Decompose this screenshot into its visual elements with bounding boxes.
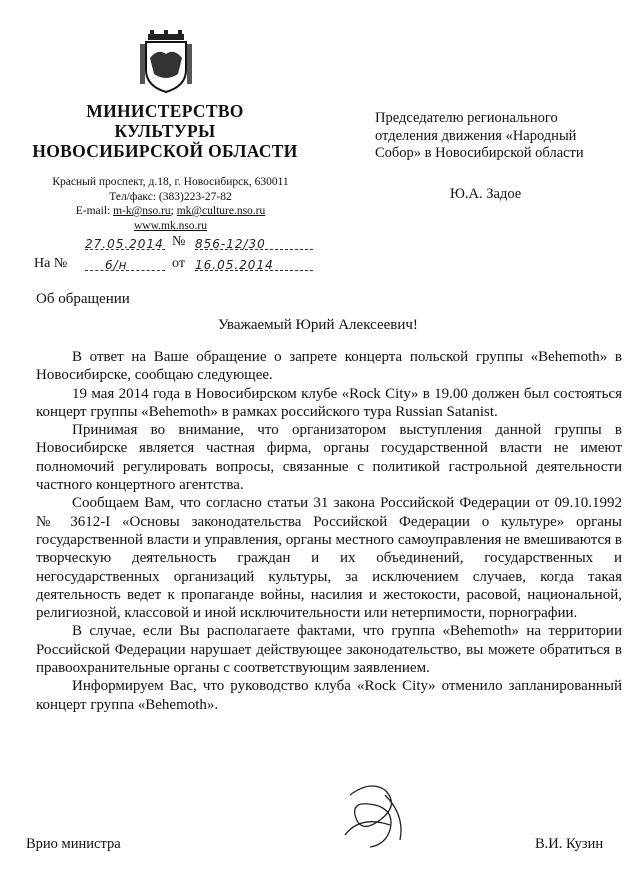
email-separator: ;: [170, 205, 177, 217]
reply-date: 16.05.2014: [195, 258, 274, 272]
paragraph-4: Сообщаем Вам, что согласно статьи 31 закона Российской Федерации от 09.10.1992 № 3612-I «Основы законодательства Российской Федерации о культуре» органы государственной власти и управления, органы местного самоуправления не вмешиваются в творческую деятельность граждан и их объединений, государственных и негосударственных организаций культуры, за исключением случаев, когда такая деятельность ведет к пропаганде войны, насилия и жестокости, расовой, национальной, религиозной, классовой и иной исключительности или нетерпимости, порнографии.: [36, 495, 622, 622]
recipient-block: [375, 110, 625, 163]
email-label: E-mail:: [75, 205, 114, 217]
paragraph-6: Информируем Вас, что руководство клуба «Rock City» отменило запланированный концерт группа «Behemoth».: [36, 678, 622, 713]
recipient-line-1: Председателю регионального: [375, 110, 558, 126]
email-link-2[interactable]: mk@culture.nso.ru: [176, 205, 266, 217]
coat-of-arms-icon: [140, 30, 192, 94]
number-label: №: [172, 234, 186, 249]
phone: Тел/факс: (383)223-27-82: [109, 190, 232, 203]
reply-number-line: [85, 256, 165, 271]
handwritten-signature-icon: [330, 775, 420, 855]
ministry-contacts: [28, 175, 313, 233]
ministry-line-1: МИНИСТЕРСТВО: [86, 101, 244, 121]
ministry-line-3: НОВОСИБИРСКОЙ ОБЛАСТИ: [32, 141, 298, 161]
signatory-name: В.И. Кузин: [535, 836, 604, 852]
number-line: [195, 235, 313, 250]
reply-date-line: [195, 256, 313, 271]
registration-date: 27.05.2014: [85, 237, 164, 251]
paragraph-3: Принимая во внимание, что организатором выступления данной группы в Новосибирске является частная фирма, органы государственной власти не имеют полномочий регулировать вопросы, связанные с политикой гастрольной деятельности частного концертного агентства.: [36, 422, 622, 494]
paragraph-5: В случае, если Вы располагаете фактами, что группа «Behemoth» на территории Российской Федерации нарушает действующее законодательство, вы можете обратиться в правоохранительные органы с соответствующим заявлением.: [36, 623, 622, 677]
email-link-1[interactable]: m-k@nso.ru: [113, 205, 171, 217]
letter-greeting: Уважаемый Юрий Алексеевич!: [218, 317, 418, 333]
paragraph-1: В ответ на Ваше обращение о запрете концерта польской группы «Behemoth» в Новосибирске, сообщаю следующее.: [36, 349, 622, 384]
letter-subject: Об обращении: [36, 291, 130, 307]
address: Красный проспект, д.18, г. Новосибирск, 630011: [52, 176, 289, 188]
recipient-name: Ю.А. Задое: [450, 186, 522, 202]
letter-body: [36, 348, 622, 714]
signatory-title: Врио министра: [26, 836, 121, 852]
recipient-line-3: Собор» в Новосибирской области: [375, 145, 584, 161]
from-label: от: [172, 256, 185, 271]
registration-number: 856-12/30: [195, 237, 266, 251]
reply-number: 6/н: [105, 258, 128, 272]
recipient-line-2: отделения движения «Народный: [375, 127, 577, 144]
ministry-line-2: КУЛЬТУРЫ: [114, 121, 216, 141]
website-link[interactable]: www.mk.nso.ru: [133, 219, 208, 232]
date-line: [85, 235, 165, 250]
ministry-name: [30, 101, 300, 161]
reply-label: На №: [34, 256, 68, 271]
email-line: [28, 204, 313, 219]
paragraph-2: 19 мая 2014 года в Новосибирском клубе «Rock City» в 19.00 должен был состояться концерт группы «Behemoth» в рамках российского тура Russian Satanist.: [36, 385, 622, 420]
